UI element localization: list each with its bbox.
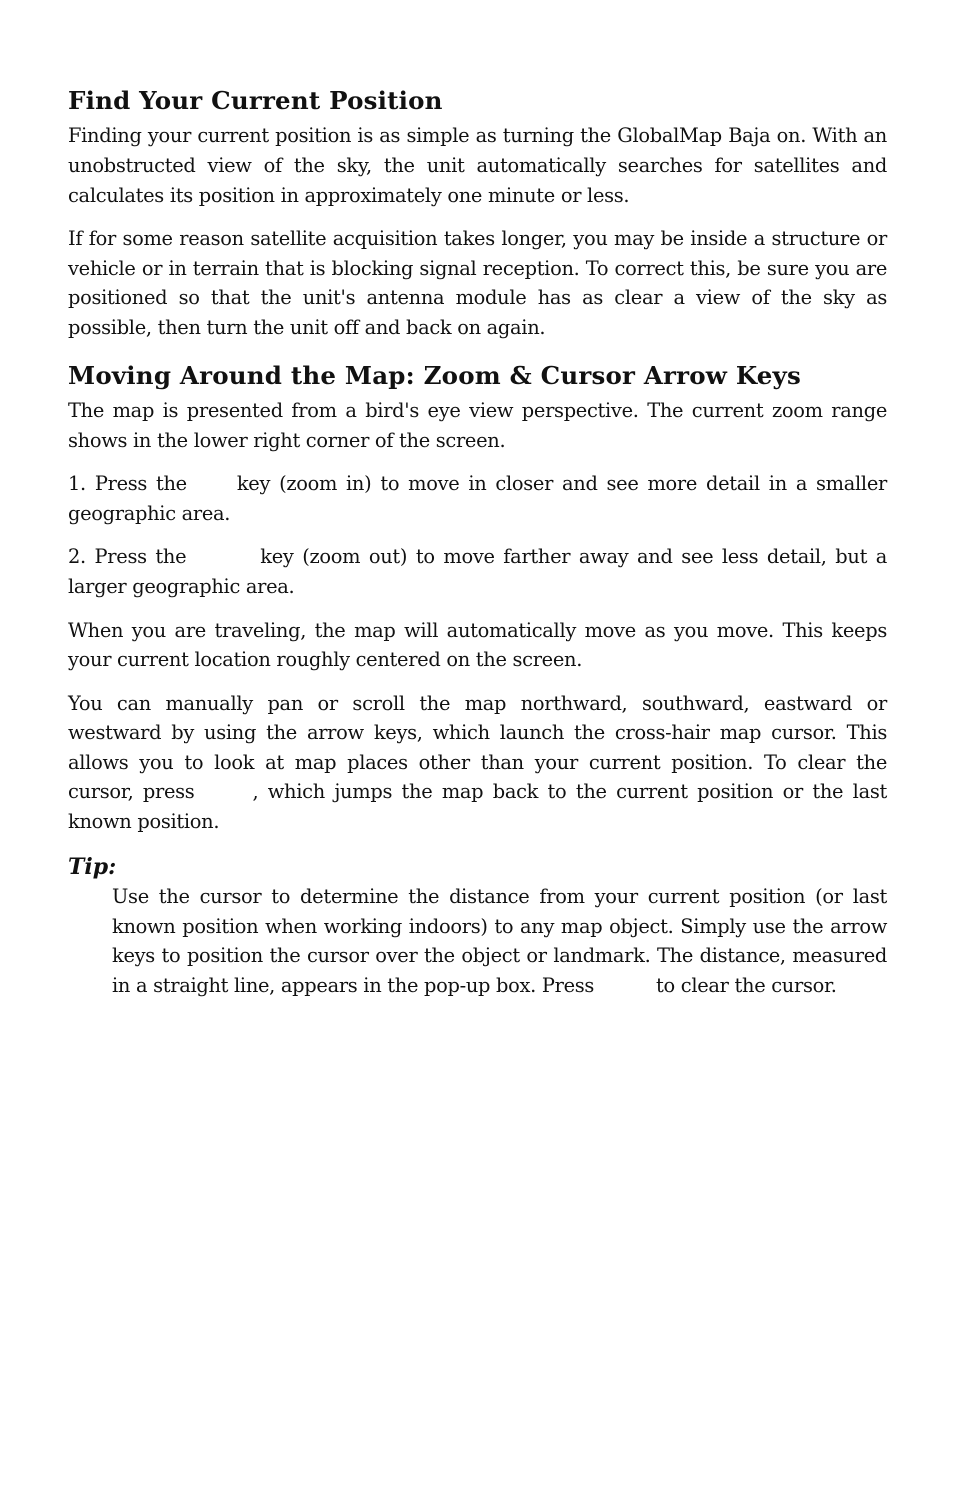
section-heading-find-position: Find Your Current Position: [68, 86, 443, 115]
zoom-out-step-text-end: key (zoom out) to move farther away and see less detail, but a larger geographic area.: [68, 545, 887, 598]
paragraph-satellite-acquisition: If for some reason satellite acquisition takes longer, you may be inside a structure or vehicle or in terrain that is blocking signal reception. To correct this, be sure you are positioned so that the unit's antenna module has as clear a view of the sky as possible, then turn the unit off and back on again.: [68, 227, 887, 339]
manual-page: [68, 86, 887, 1015]
section-heading-moving-around-map: Moving Around the Map: Zoom & Cursor Arrow Keys: [68, 360, 801, 390]
paragraph-map-perspective: The map is presented from a bird's eye view perspective. The current zoom range shows in the lower right corner of the screen.: [68, 398, 887, 452]
zoom-out-step-text-start: 2. Press the: [68, 545, 187, 569]
tip-text: [112, 882, 887, 1000]
zoom-in-step-text-start: 1. Press the: [68, 472, 187, 496]
paragraph-zoom-out-step: [68, 542, 887, 601]
tip-text-start: Use the cursor to determine the distance from your current position (or last known position when working indoors) to any map object. Simply use the arrow keys to position the cursor over the object or landmark. The distance, measured in a straight line, appears in the pop-up box. Press: [112, 885, 887, 998]
paragraph-manual-pan: [68, 689, 887, 837]
paragraph-map-auto-move: When you are traveling, the map will automatically move as you move. This keeps your current location roughly centered on the screen.: [68, 618, 887, 672]
paragraph-zoom-in-step: [68, 469, 887, 528]
manual-pan-text-end: , which jumps the map back to the current position or the last known position.: [68, 780, 887, 834]
paragraph-find-position-intro: Finding your current position is as simple as turning the GlobalMap Baja on. With an unobstructed view of the sky, the unit automatically searches for satellites and calculates its position in approximately one minute or less.: [68, 124, 887, 207]
tip-text-end: to clear the cursor.: [656, 974, 837, 998]
zoom-in-step-text-end: key (zoom in) to move in closer and see more detail in a smaller geographic area.: [68, 472, 887, 525]
tip-label: Tip:: [68, 853, 117, 880]
manual-pan-text-start: You can manually pan or scroll the map northward, southward, eastward or westward by using the arrow keys, which launch the cross-hair map cursor. This allows you to look at map places other than your current position. To clear the cursor, press: [68, 691, 887, 804]
